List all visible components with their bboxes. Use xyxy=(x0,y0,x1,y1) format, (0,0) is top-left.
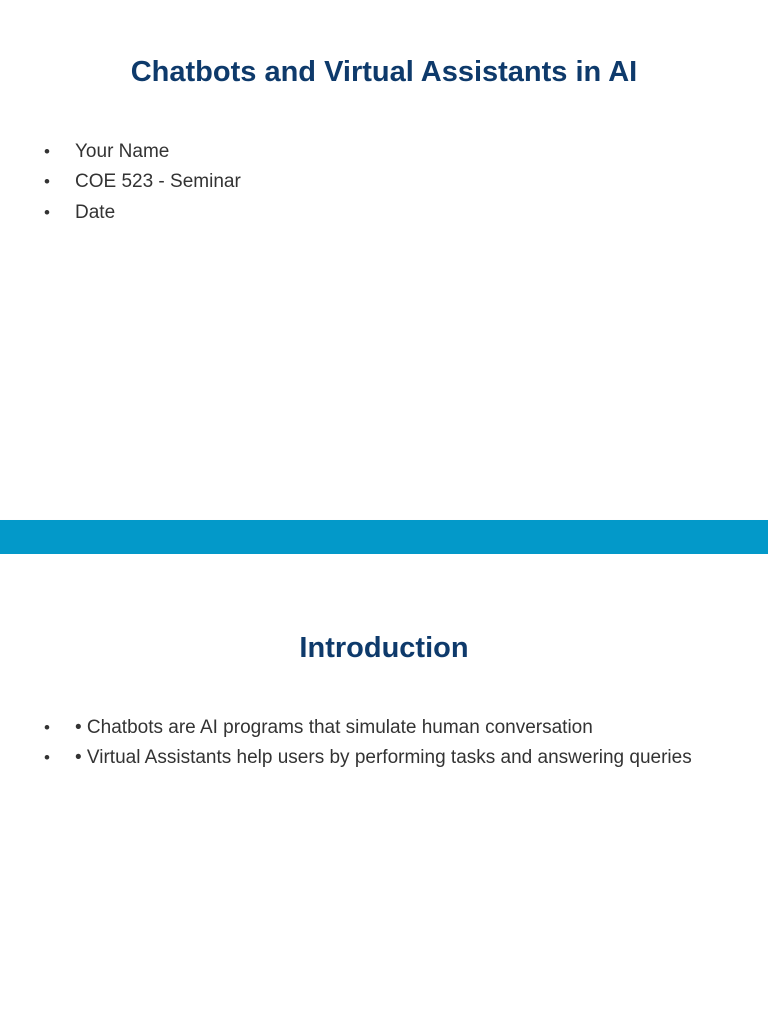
bullet-icon: • xyxy=(44,142,50,161)
bullet-icon: • xyxy=(44,202,50,222)
slide-introduction xyxy=(0,554,768,1024)
list-item xyxy=(44,168,241,198)
bullet-icon: • xyxy=(44,748,50,768)
slide-title: Chatbots and Virtual Assistants in AI xyxy=(130,56,638,88)
list-item xyxy=(44,138,241,168)
bullet-list xyxy=(44,138,241,229)
slide-divider xyxy=(0,520,768,554)
slide-title: Introduction xyxy=(299,632,469,664)
bullet-text: COE 523 - Seminar xyxy=(75,171,241,193)
bullet-list xyxy=(44,714,692,775)
bullet-icon: • xyxy=(44,172,50,192)
bullet-text: Your Name xyxy=(75,141,170,162)
list-item xyxy=(44,744,692,774)
bullet-text: • Virtual Assistants help users by performing tasks and answering queries xyxy=(75,747,692,769)
bullet-text: • Chatbots are AI programs that simulate human conversation xyxy=(75,717,593,738)
bullet-icon: • xyxy=(44,718,50,737)
bullet-text: Date xyxy=(75,201,116,223)
list-item xyxy=(44,199,241,229)
list-item xyxy=(44,714,692,744)
